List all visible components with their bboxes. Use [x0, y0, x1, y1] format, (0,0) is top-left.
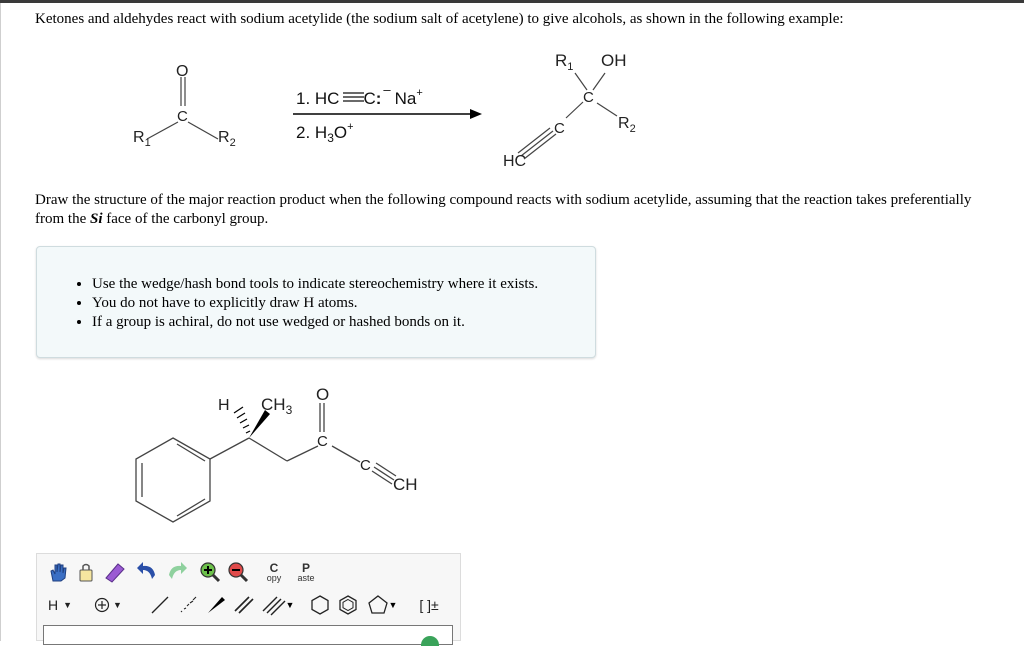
chevron-down-icon: ▼ — [113, 600, 122, 610]
zoom-in-icon — [199, 561, 221, 583]
charge-plus-dropdown[interactable] — [91, 592, 125, 618]
question-text: Draw the structure of the major reaction product when the following compound reacts with sodium acetylide, assuming that the reaction takes preferentially from the Si face of the carbonyl group. — [35, 192, 972, 227]
hand-icon — [47, 561, 69, 583]
chevron-down-icon: ▼ — [285, 600, 295, 610]
drawing-canvas[interactable] — [43, 625, 453, 645]
reactant-carbon: C — [177, 108, 188, 125]
undo-button[interactable] — [133, 559, 161, 585]
chevron-down-icon: ▼ — [388, 600, 398, 610]
pentagon-icon — [367, 594, 389, 616]
cyclohexane-button[interactable] — [307, 592, 333, 618]
zoom-out-button[interactable] — [225, 559, 251, 585]
compound-terminal-ch: CH — [393, 475, 418, 494]
reactant-oxygen: O — [176, 63, 189, 80]
product-carbinol-carbon: C — [583, 89, 594, 106]
hint-item: • Use the wedge/hash bond tools to indicate stereochemistry where it exists. — [92, 275, 538, 294]
hint-item: • You do not have to explicitly draw H atoms. — [92, 294, 538, 313]
compound-methyl: $CH_3$ — [261, 395, 293, 417]
hash-bond-icon — [177, 594, 199, 616]
chevron-down-icon: ▼ — [63, 600, 73, 610]
hint-item: • If a group is achiral, do not use wedged or hashed bonds on it. — [92, 313, 538, 332]
reactant-r1: $R_1$ — [133, 129, 151, 149]
compound-carbonyl-carbon: C — [317, 433, 328, 450]
lasso-icon — [75, 561, 97, 583]
hand-tool-button[interactable] — [45, 559, 71, 585]
compound-alkyne-carbon: C — [360, 457, 371, 474]
product-terminal-ch: HC — [503, 153, 527, 170]
double-bond-icon — [233, 594, 255, 616]
compound-oxygen: O — [316, 385, 330, 404]
triple-bond-icon — [262, 594, 286, 616]
product-r2: $R_2$ — [618, 115, 636, 135]
wedge-bond-icon — [205, 594, 227, 616]
double-bond-button[interactable] — [231, 592, 257, 618]
bracket-charge-button[interactable]: [ ]± — [419, 597, 439, 613]
single-bond-button[interactable] — [147, 592, 173, 618]
single-bond-icon — [149, 594, 171, 616]
zoom-out-icon — [227, 561, 249, 583]
wedge-bond-button[interactable] — [203, 592, 229, 618]
triple-bond-dropdown[interactable] — [259, 592, 297, 618]
compound-hydrogen: H — [218, 397, 230, 414]
reagent-step2: 2. $H_3O^+$ — [296, 121, 354, 145]
product-r1: $R_1$ — [555, 51, 574, 73]
atom-h-dropdown[interactable]: H ▼ — [47, 597, 73, 613]
product-alkyne-carbon: C — [554, 120, 565, 137]
zoom-in-button[interactable] — [197, 559, 223, 585]
eraser-icon — [103, 561, 127, 583]
intro-text: Ketones and aldehydes react with sodium acetylide (the sodium salt of acetylene) to give alcohols, as shown in the following example: — [35, 11, 844, 27]
lasso-tool-button[interactable] — [73, 559, 99, 585]
reagent-step1: 1. HC C: – Na+ — [296, 82, 423, 108]
reactant-r2: $R_2$ — [218, 129, 236, 149]
hexagon-icon — [309, 594, 331, 616]
wedge-bond — [249, 410, 270, 438]
undo-icon — [135, 561, 159, 583]
hashed-bond — [234, 407, 250, 433]
paste-button[interactable]: P aste — [297, 560, 315, 583]
redo-icon — [165, 561, 189, 583]
eraser-button[interactable] — [101, 559, 129, 585]
hash-bond-button[interactable] — [175, 592, 201, 618]
product-hydroxyl: OH — [601, 51, 627, 70]
benzene-button[interactable] — [335, 592, 361, 618]
benzene-ring — [136, 438, 210, 522]
benzene-icon — [337, 594, 359, 616]
plus-charge-icon — [94, 597, 110, 613]
si-face-emphasis: Si — [89, 211, 103, 227]
redo-button[interactable] — [163, 559, 191, 585]
copy-button[interactable]: C opy — [266, 560, 282, 583]
cyclopentane-dropdown[interactable] — [363, 592, 401, 618]
